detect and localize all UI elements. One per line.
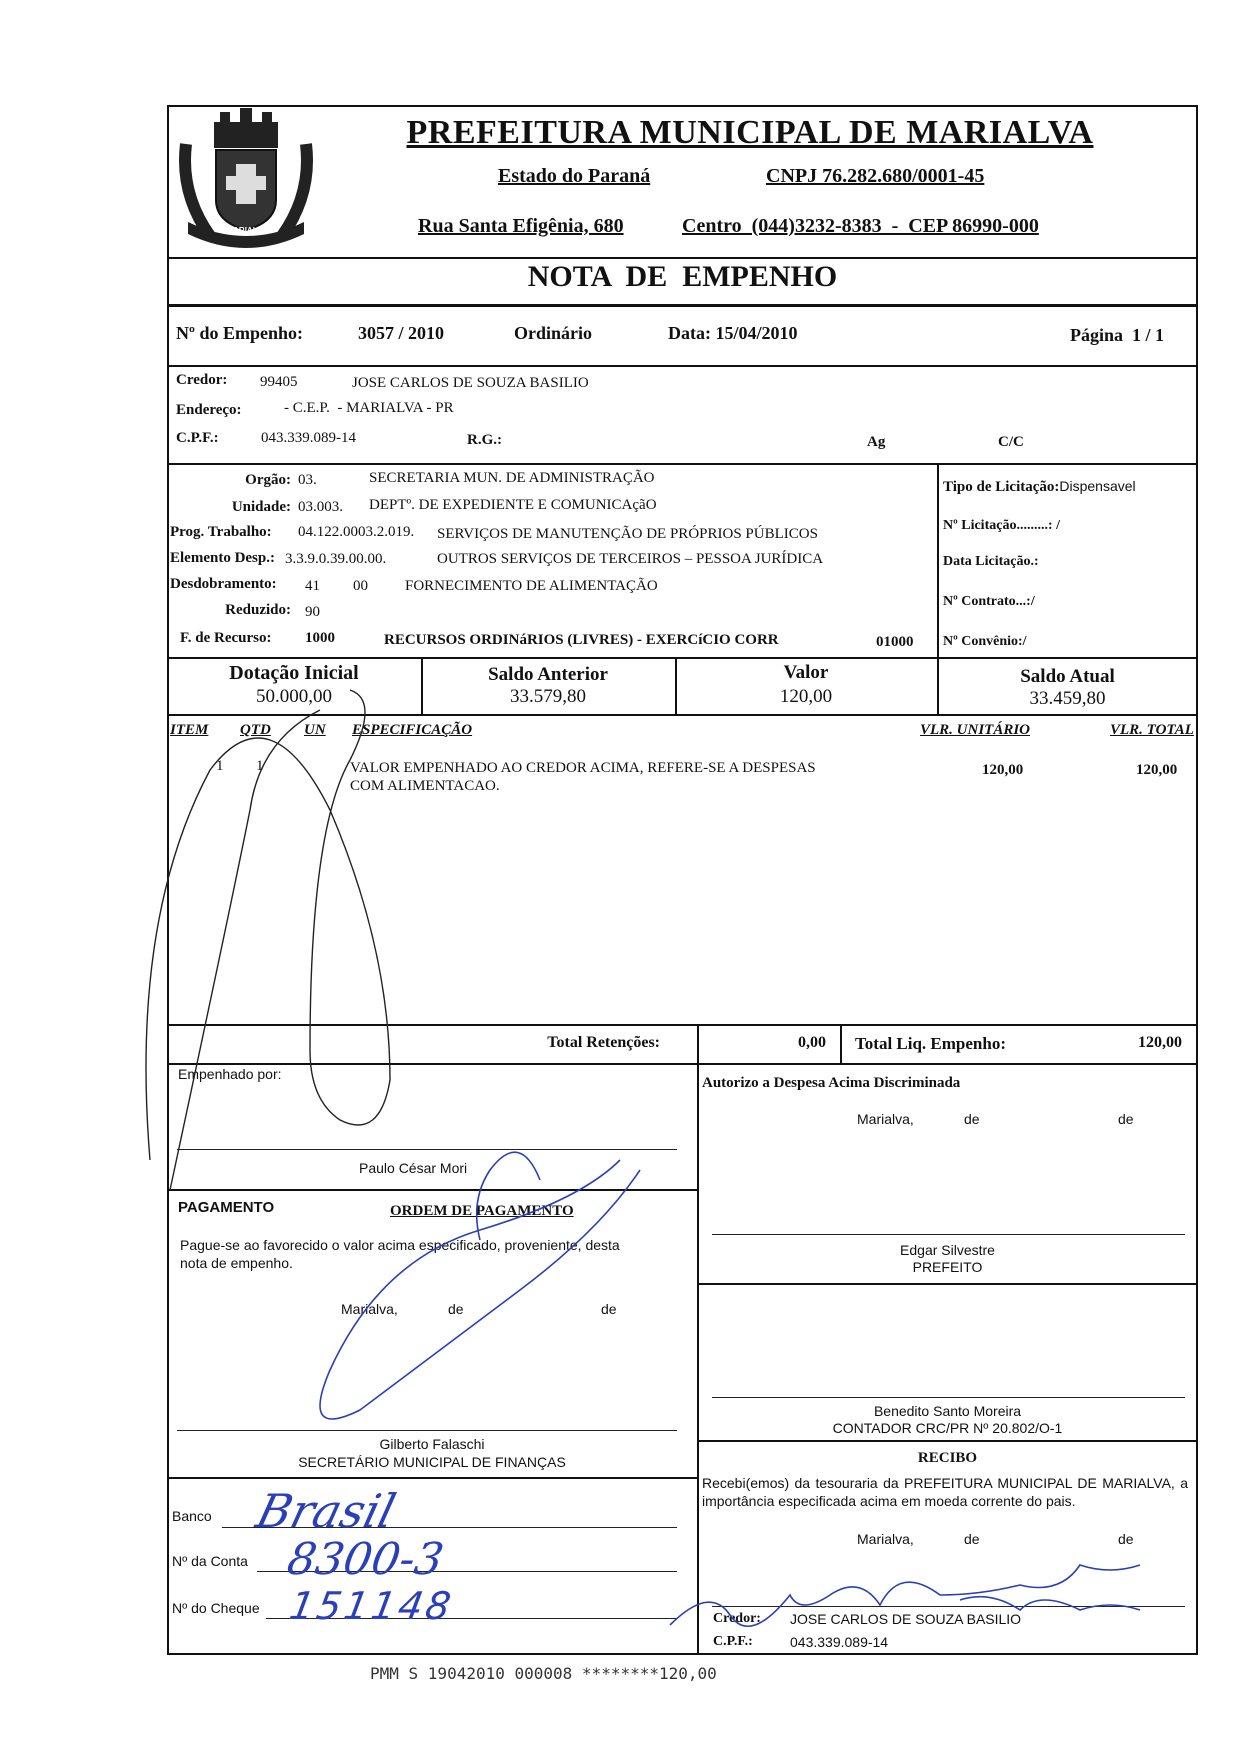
saldo-anterior-label: Saldo Anterior <box>488 664 608 685</box>
ordem-de2: de <box>601 1301 617 1317</box>
frecurso-code: 01000 <box>876 634 914 650</box>
recibo-de1: de <box>964 1531 980 1547</box>
col-un: UN <box>304 722 326 738</box>
licitacao-tipo-value: Dispensavel <box>1059 478 1136 494</box>
footer-stamp: PMM S 19042010 000008 ********120,00 <box>370 1664 717 1683</box>
empenho-type: Ordinário <box>514 323 593 343</box>
cc-label: C/C <box>998 434 1024 450</box>
prefeito-title: PREFEITO <box>912 1259 983 1275</box>
empenho-number: 3057 / 2010 <box>358 323 445 343</box>
recibo-city: Marialva, <box>857 1531 914 1547</box>
ag-label: Ag <box>867 434 886 450</box>
licitacao-numero: Nº Licitação.........: / <box>943 518 1060 533</box>
frecurso-desc: RECURSOS ORDINáRIOS (LIVRES) - EXERCíCIO CORR <box>384 632 779 648</box>
cheque-label: Nº do Cheque <box>172 1600 260 1616</box>
prog-value: 04.122.0003.2.019. <box>298 524 415 540</box>
licitacao-data: Data Licitação.: <box>943 554 1039 569</box>
table-row-spec-line1: VALOR EMPENHADO AO CREDOR ACIMA, REFERE-SE A DESPESAS <box>350 760 816 776</box>
pagamento-label: PAGAMENTO <box>178 1199 275 1216</box>
liq-value: 120,00 <box>1138 1034 1182 1051</box>
empenhado-label: Empenhado por: <box>178 1066 282 1082</box>
autorizo-city: Marialva, <box>857 1111 914 1127</box>
document-title: NOTA DE EMPENHO <box>527 260 838 293</box>
endereco-value: - C.E.P. - MARIALVA - PR <box>284 400 454 416</box>
recibo-text: Recebi(emos) da tesouraria da PREFEITURA MUNICIPAL DE MARIALVA, a importância especificada acima em moeda corrente do pais. <box>702 1475 1188 1509</box>
conta-label: Nº da Conta <box>172 1553 248 1569</box>
recibo-cpf-label: C.P.F.: <box>713 1634 753 1649</box>
unidade-desc: DEPTº. DE EXPEDIENTE E COMUNICAçãO <box>369 497 657 513</box>
ordem-text-line1: Pague-se ao favorecido o valor acima especificado, proveniente, desta <box>180 1237 620 1253</box>
reduzido-value: 90 <box>305 604 320 620</box>
autorizo-text: Autorizo a Despesa Acima Discriminada <box>702 1075 961 1091</box>
reduzido-label: Reduzido: <box>225 602 291 618</box>
ordem-city: Marialva, <box>341 1301 398 1317</box>
prog-desc: SERVIÇOS DE MANUTENÇÃO DE PRÓPRIOS PÚBLICOS <box>437 526 818 542</box>
recibo-credor-label: Credor: <box>713 1611 761 1626</box>
cpf-label: C.P.F.: <box>176 430 219 446</box>
ordem-pagamento-label: ORDEM DE PAGAMENTO <box>390 1203 574 1219</box>
retencoes-label: Total Retenções: <box>547 1034 660 1051</box>
orgao-desc: SECRETARIA MUN. DE ADMINISTRAÇÃO <box>369 470 655 486</box>
cheque-handwritten: 151148 <box>286 1584 457 1628</box>
cpf-value: 043.339.089-14 <box>261 430 356 446</box>
table-row-total: 120,00 <box>1136 762 1178 778</box>
col-qtd: QTD <box>240 722 271 738</box>
unidade-label: Unidade: <box>231 499 291 515</box>
endereco-label: Endereço: <box>176 402 242 418</box>
elemento-label: Elemento Desp.: <box>170 550 275 566</box>
dotacao-value: 50.000,00 <box>256 686 332 707</box>
valor-value: 120,00 <box>779 686 833 707</box>
page-number: Página 1 / 1 <box>1070 325 1165 345</box>
contrato-numero: Nº Contrato...:/ <box>943 594 1035 609</box>
autorizo-de2: de <box>1118 1111 1134 1127</box>
elemento-value: 3.3.9.0.39.00.00. <box>285 551 387 567</box>
convenio-numero: Nº Convênio:/ <box>943 634 1027 649</box>
licitacao-tipo-label: Tipo de Licitação:Dispensavel <box>943 478 1136 495</box>
table-row-unit: 120,00 <box>982 762 1024 778</box>
elemento-desc: OUTROS SERVIÇOS DE TERCEIROS – PESSOA JURÍDICA <box>437 551 824 567</box>
frecurso-value: 1000 <box>305 630 335 646</box>
recibo-credor-name: JOSE CARLOS DE SOUZA BASILIO <box>790 1611 1022 1627</box>
col-vlr-total: VLR. TOTAL <box>1110 722 1194 738</box>
header-state: Estado do Paraná <box>498 165 651 187</box>
prefeito-name: Edgar Silvestre <box>900 1242 995 1258</box>
prog-label: Prog. Trabalho: <box>170 524 272 540</box>
credor-name: JOSE CARLOS DE SOUZA BASILIO <box>352 375 589 391</box>
recibo-de2: de <box>1118 1531 1134 1547</box>
contador-title: CONTADOR CRC/PR Nº 20.802/O-1 <box>832 1420 1063 1436</box>
conta-handwritten: 8300-3 <box>283 1534 448 1585</box>
signer2-title: SECRETÁRIO MUNICIPAL DE FINANÇAS <box>298 1454 566 1470</box>
credor-code: 99405 <box>260 374 298 390</box>
desdobramento-label: Desdobramento: <box>170 576 277 592</box>
ordem-de1: de <box>448 1301 464 1317</box>
table-row-qtd: 1 <box>256 758 264 774</box>
saldo-atual-value: 33.459,80 <box>1029 688 1106 709</box>
header-cnpj: CNPJ 76.282.680/0001-45 <box>766 165 985 187</box>
autorizo-de1: de <box>964 1111 980 1127</box>
table-row-spec-line2: COM ALIMENTACAO. <box>350 778 500 794</box>
dotacao-label: Dotação Inicial <box>229 662 359 684</box>
recibo-title: RECIBO <box>917 1450 978 1466</box>
rg-label: R.G.: <box>467 432 502 448</box>
coat-of-arms-logo <box>176 104 316 254</box>
unidade-value: 03.003. <box>298 499 343 515</box>
saldo-anterior-value: 33.579,80 <box>510 686 586 707</box>
header-address: Rua Santa Efigênia, 680 <box>418 215 624 237</box>
desdobramento-value2: 00 <box>353 578 368 594</box>
col-item: ITEM <box>170 722 209 738</box>
logo-text: MARIALVA <box>226 226 268 235</box>
credor-label: Credor: <box>176 372 228 388</box>
frecurso-label: F. de Recurso: <box>180 630 272 646</box>
saldo-atual-label: Saldo Atual <box>1020 666 1115 687</box>
ordem-text-line2: nota de empenho. <box>180 1255 293 1271</box>
empenho-label: Nº do Empenho: <box>176 323 303 343</box>
retencoes-value: 0,00 <box>798 1034 826 1051</box>
col-especificacao: ESPECIFICAÇÃO <box>352 722 473 738</box>
valor-label: Valor <box>783 662 829 683</box>
empenho-date: Data: 15/04/2010 <box>668 323 798 343</box>
desdobramento-desc: FORNECIMENTO DE ALIMENTAÇÃO <box>405 578 658 594</box>
desdobramento-value1: 41 <box>305 578 320 594</box>
banco-label: Banco <box>172 1508 212 1524</box>
header-title: PREFEITURA MUNICIPAL DE MARIALVA <box>406 114 1094 151</box>
recibo-cpf-value: 043.339.089-14 <box>790 1634 889 1650</box>
col-vlr-unitario: VLR. UNITÁRIO <box>920 722 1031 738</box>
header-contact: Centro (044)3232-8383 - CEP 86990-000 <box>682 215 1039 237</box>
banco-handwritten: Brasil <box>251 1484 401 1538</box>
table-row-item: 1 <box>216 758 224 774</box>
orgao-value: 03. <box>298 472 317 488</box>
orgao-label: Orgão: <box>245 472 291 488</box>
contador-name: Benedito Santo Moreira <box>873 1403 1022 1419</box>
liq-label: Total Liq. Empenho: <box>855 1034 1006 1053</box>
signer2-name: Gilberto Falaschi <box>379 1436 485 1452</box>
signer1-name: Paulo César Mori <box>359 1160 468 1176</box>
